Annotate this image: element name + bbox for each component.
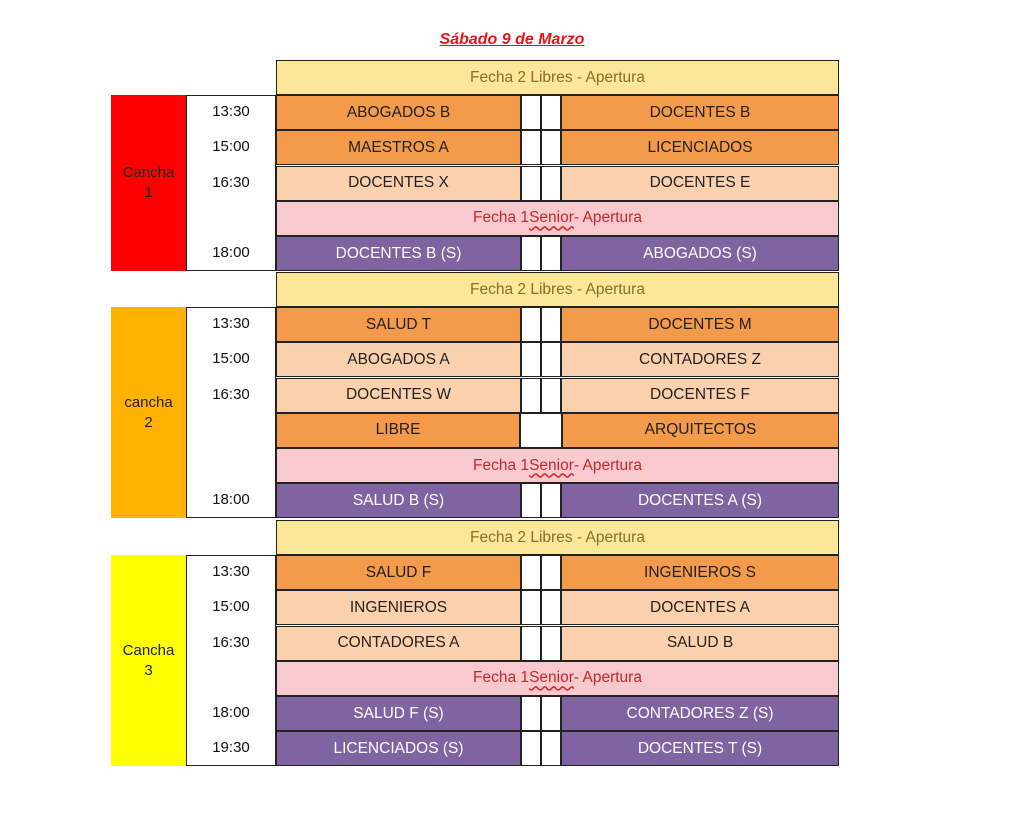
page-title: Sábado 9 de Marzo bbox=[439, 31, 585, 48]
away-score-box[interactable] bbox=[541, 590, 561, 625]
away-team: DOCENTES A bbox=[561, 590, 839, 625]
away-score-box[interactable] bbox=[541, 130, 561, 165]
home-team: SALUD T bbox=[276, 307, 521, 342]
match-time: 16:30 bbox=[212, 173, 250, 191]
match-row bbox=[276, 731, 839, 766]
home-team: SALUD F (S) bbox=[276, 696, 521, 731]
home-score-box[interactable] bbox=[521, 378, 541, 413]
match-row bbox=[276, 130, 839, 165]
home-team: DOCENTES X bbox=[276, 166, 521, 201]
away-team: CONTADORES Z bbox=[561, 342, 839, 377]
match-time: 15:00 bbox=[212, 598, 250, 616]
match-time: 16:30 bbox=[212, 633, 250, 651]
fecha-senior-header: Fecha 1 Senior - Apertura bbox=[276, 661, 839, 696]
match-row bbox=[276, 555, 839, 590]
match-row bbox=[276, 342, 839, 377]
home-team: DOCENTES B (S) bbox=[276, 236, 521, 271]
away-team: DOCENTES T (S) bbox=[561, 731, 839, 766]
match-row bbox=[276, 95, 839, 130]
fecha-senior-header: Fecha 1 Senior - Apertura bbox=[276, 448, 839, 483]
cancha-label-2 bbox=[111, 307, 186, 518]
home-score-box[interactable] bbox=[521, 342, 541, 377]
cancha-number: 2 bbox=[144, 413, 153, 431]
away-score-box[interactable] bbox=[541, 696, 561, 731]
match-time: 15:00 bbox=[212, 138, 250, 156]
cancha-label-1 bbox=[111, 95, 186, 271]
match-row bbox=[276, 590, 839, 625]
cancha-name: Cancha bbox=[122, 641, 175, 659]
home-team: LIBRE bbox=[276, 413, 520, 448]
away-team: DOCENTES A (S) bbox=[561, 483, 839, 518]
home-score-box[interactable] bbox=[521, 731, 541, 766]
match-row bbox=[276, 696, 839, 731]
away-score-box[interactable] bbox=[541, 626, 561, 661]
home-score-box[interactable] bbox=[521, 130, 541, 165]
time-column bbox=[186, 307, 276, 518]
home-score-box[interactable] bbox=[521, 483, 541, 518]
away-team: INGENIEROS S bbox=[561, 555, 839, 590]
away-score-box[interactable] bbox=[541, 307, 561, 342]
away-score-box[interactable] bbox=[541, 342, 561, 377]
home-score-box[interactable] bbox=[521, 166, 541, 201]
away-team: ARQUITECTOS bbox=[562, 413, 839, 448]
time-column bbox=[186, 555, 276, 766]
home-team: MAESTROS A bbox=[276, 130, 521, 165]
match-row bbox=[276, 307, 839, 342]
match-time: 16:30 bbox=[212, 385, 250, 403]
away-team: DOCENTES E bbox=[561, 166, 839, 201]
match-time: 19:30 bbox=[212, 739, 250, 757]
match-row bbox=[276, 483, 839, 518]
away-team: DOCENTES M bbox=[561, 307, 839, 342]
home-score-box[interactable] bbox=[521, 307, 541, 342]
home-team: ABOGADOS B bbox=[276, 95, 521, 130]
away-team: DOCENTES B bbox=[561, 95, 839, 130]
away-score-box[interactable] bbox=[541, 555, 561, 590]
fecha-libres-header: Fecha 2 Libres - Apertura bbox=[276, 272, 839, 307]
cancha-label-3 bbox=[111, 555, 186, 766]
home-team: SALUD F bbox=[276, 555, 521, 590]
cancha-name: cancha bbox=[124, 393, 173, 411]
home-score-box[interactable] bbox=[521, 555, 541, 590]
away-score-box[interactable] bbox=[541, 166, 561, 201]
away-team: SALUD B bbox=[561, 626, 839, 661]
match-time: 13:30 bbox=[212, 103, 250, 121]
match-time: 15:00 bbox=[212, 350, 250, 368]
cancha-number: 1 bbox=[144, 184, 153, 202]
fecha-libres-header: Fecha 2 Libres - Apertura bbox=[276, 60, 839, 95]
match-row bbox=[276, 166, 839, 201]
cancha-name: Cancha bbox=[122, 164, 175, 182]
home-team: ABOGADOS A bbox=[276, 342, 521, 377]
home-score-box[interactable] bbox=[521, 696, 541, 731]
match-time: 18:00 bbox=[212, 244, 250, 261]
home-team: CONTADORES A bbox=[276, 626, 521, 661]
away-score-box[interactable] bbox=[541, 731, 561, 766]
away-team: CONTADORES Z (S) bbox=[561, 696, 839, 731]
home-team: SALUD B (S) bbox=[276, 483, 521, 518]
home-score-box[interactable] bbox=[521, 95, 541, 130]
home-team: LICENCIADOS (S) bbox=[276, 731, 521, 766]
match-time: 18:00 bbox=[212, 491, 250, 509]
match-row bbox=[276, 413, 839, 448]
away-team: ABOGADOS (S) bbox=[561, 236, 839, 271]
away-score-box[interactable] bbox=[541, 236, 561, 271]
away-score-box[interactable] bbox=[541, 483, 561, 518]
match-row bbox=[276, 626, 839, 661]
cancha-number: 3 bbox=[144, 661, 153, 679]
match-time: 13:30 bbox=[212, 315, 250, 333]
away-score-box[interactable] bbox=[541, 95, 561, 130]
home-team: DOCENTES W bbox=[276, 378, 521, 413]
match-row bbox=[276, 378, 839, 413]
home-team: INGENIEROS bbox=[276, 590, 521, 625]
away-team: DOCENTES F bbox=[561, 378, 839, 413]
home-score-box[interactable] bbox=[521, 236, 541, 271]
score-gap bbox=[520, 413, 562, 448]
match-time: 18:00 bbox=[212, 704, 250, 721]
away-team: LICENCIADOS bbox=[561, 130, 839, 165]
fecha-senior-header: Fecha 1 Senior - Apertura bbox=[276, 201, 839, 236]
home-score-box[interactable] bbox=[521, 626, 541, 661]
match-time: 13:30 bbox=[212, 563, 250, 581]
fecha-libres-header: Fecha 2 Libres - Apertura bbox=[276, 520, 839, 555]
match-row bbox=[276, 236, 839, 271]
home-score-box[interactable] bbox=[521, 590, 541, 625]
away-score-box[interactable] bbox=[541, 378, 561, 413]
